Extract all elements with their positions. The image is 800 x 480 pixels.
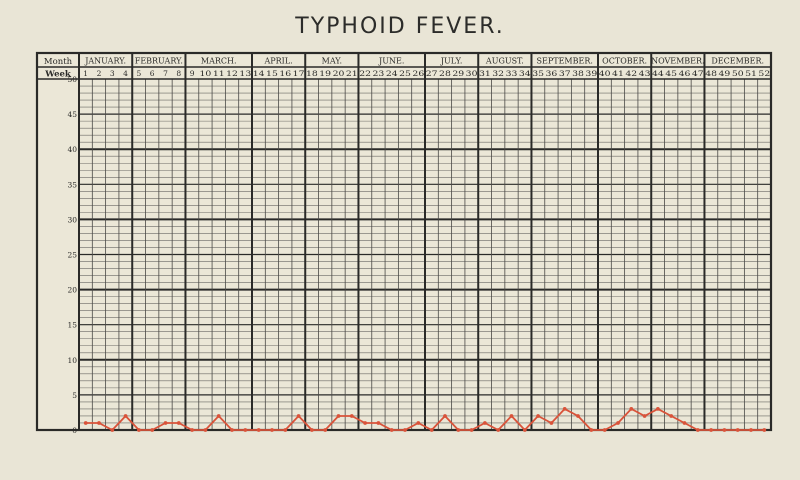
week-number-label: 48 xyxy=(705,69,718,78)
data-point xyxy=(217,414,221,418)
data-point xyxy=(363,421,367,425)
week-number-label: 35 xyxy=(532,69,545,78)
data-point xyxy=(124,414,128,418)
month-label: NOVEMBER. xyxy=(651,56,705,66)
week-number-label: 46 xyxy=(678,69,691,78)
y-tick-label: 30 xyxy=(67,215,77,225)
month-label: OCTOBER. xyxy=(602,56,648,66)
week-number-label: 42 xyxy=(625,69,638,78)
week-number-label: 1 xyxy=(83,69,89,78)
week-number-label: 31 xyxy=(478,69,491,78)
y-tick-label: 25 xyxy=(67,250,77,260)
data-point xyxy=(337,414,341,418)
week-number-label: 18 xyxy=(305,69,319,78)
y-tick-label: 0 xyxy=(72,426,77,435)
week-number-label: 3 xyxy=(109,69,115,78)
data-point xyxy=(563,407,567,411)
week-number-label: 4 xyxy=(123,69,128,78)
data-point xyxy=(283,428,287,432)
data-point xyxy=(230,428,234,432)
week-number-label: 2 xyxy=(96,69,102,78)
data-point xyxy=(536,414,540,418)
month-label: DECEMBER. xyxy=(711,56,765,66)
week-number-label: 19 xyxy=(319,69,332,78)
data-point xyxy=(470,428,474,432)
week-number-label: 17 xyxy=(292,69,305,78)
data-point xyxy=(323,428,327,432)
week-number-label: 29 xyxy=(452,69,465,78)
data-point xyxy=(510,414,514,418)
data-point xyxy=(616,421,620,425)
week-number-label: 49 xyxy=(718,69,731,78)
data-point xyxy=(496,428,500,432)
data-point xyxy=(736,428,740,432)
week-number-label: 47 xyxy=(691,69,704,78)
y-tick-label: 20 xyxy=(67,285,77,295)
data-point xyxy=(656,407,660,411)
y-tick-label: 35 xyxy=(67,180,77,190)
week-number-label: 50 xyxy=(731,69,744,78)
week-number-label: 32 xyxy=(492,69,505,78)
week-number-label: 43 xyxy=(638,69,651,78)
data-point xyxy=(576,414,580,418)
week-number-label: 39 xyxy=(585,69,598,78)
week-number-label: 33 xyxy=(505,69,518,78)
y-tick-label: 45 xyxy=(67,110,77,120)
week-number-label: 44 xyxy=(651,69,665,78)
week-number-label: 26 xyxy=(412,69,425,78)
week-number-label: 8 xyxy=(176,69,182,78)
month-label: AUGUST. xyxy=(485,56,524,66)
data-point xyxy=(190,428,194,432)
data-point xyxy=(350,414,354,418)
data-point xyxy=(270,428,274,432)
data-point xyxy=(177,421,181,425)
week-number-label: 40 xyxy=(598,69,611,78)
data-point xyxy=(683,421,687,425)
data-point xyxy=(257,428,261,432)
data-point xyxy=(669,414,673,418)
data-point xyxy=(430,428,434,432)
data-point xyxy=(377,421,381,425)
data-point xyxy=(709,428,713,432)
data-point xyxy=(403,428,407,432)
data-point xyxy=(310,428,314,432)
y-tick-label: 15 xyxy=(67,320,77,330)
week-number-label: 22 xyxy=(359,69,372,78)
week-number-label: 16 xyxy=(279,69,292,78)
month-label: MARCH. xyxy=(200,56,237,66)
y-tick-label: 10 xyxy=(67,355,77,365)
y-tick-label: 40 xyxy=(67,145,77,155)
data-point xyxy=(150,428,154,432)
week-number-label: 36 xyxy=(545,69,558,78)
data-point xyxy=(97,421,101,425)
data-point xyxy=(589,428,593,432)
week-number-label: 9 xyxy=(189,69,195,78)
data-point xyxy=(749,428,753,432)
week-number-label: 52 xyxy=(758,69,771,78)
week-header-label: Week xyxy=(45,69,71,80)
week-number-label: 11 xyxy=(212,69,225,78)
week-number-label: 20 xyxy=(332,69,345,78)
data-point xyxy=(390,428,394,432)
week-number-label: 5 xyxy=(136,69,142,78)
month-label: MAY. xyxy=(321,56,343,66)
data-point xyxy=(603,428,607,432)
week-number-label: 12 xyxy=(226,69,239,78)
plot-background xyxy=(37,53,771,430)
y-tick-label: 50 xyxy=(67,75,77,84)
week-number-label: 38 xyxy=(572,69,585,78)
week-number-label: 7 xyxy=(163,69,168,78)
data-point xyxy=(443,414,447,418)
data-point xyxy=(523,428,527,432)
y-tick-label: 5 xyxy=(72,390,77,400)
data-point xyxy=(84,421,88,425)
data-point xyxy=(550,421,554,425)
week-number-label: 14 xyxy=(252,69,265,78)
week-number-label: 15 xyxy=(266,69,279,78)
month-label: JULY. xyxy=(440,56,463,66)
week-number-label: 21 xyxy=(345,69,358,78)
week-number-label: 45 xyxy=(665,69,678,78)
week-number-label: 10 xyxy=(199,69,212,78)
data-point xyxy=(723,428,727,432)
month-label: APRIL. xyxy=(264,56,293,66)
data-point xyxy=(137,428,141,432)
week-number-label: 13 xyxy=(239,69,252,78)
month-header-label: Month xyxy=(43,57,73,67)
data-point xyxy=(243,428,247,432)
grid-layer xyxy=(37,53,771,430)
week-number-label: 25 xyxy=(399,69,412,78)
week-number-label: 30 xyxy=(465,69,478,78)
data-point xyxy=(204,428,208,432)
week-number-label: 34 xyxy=(518,69,531,78)
week-number-label: 51 xyxy=(745,69,757,78)
week-number-label: 6 xyxy=(149,69,155,78)
month-label: FEBRUARY. xyxy=(134,56,183,66)
data-point xyxy=(110,428,114,432)
week-number-label: 23 xyxy=(372,69,385,78)
data-point xyxy=(416,421,420,425)
chart-title: TYPHOID FEVER. xyxy=(295,14,505,39)
week-number-label: 27 xyxy=(425,69,438,78)
week-number-label: 41 xyxy=(612,69,624,78)
data-point xyxy=(643,414,647,418)
data-point xyxy=(762,428,766,432)
data-point xyxy=(297,414,301,418)
week-number-label: 24 xyxy=(385,69,398,78)
month-label: JANUARY. xyxy=(85,56,127,66)
month-label: SEPTEMBER. xyxy=(536,56,593,66)
week-number-label: 28 xyxy=(439,69,452,78)
data-point xyxy=(456,428,460,432)
month-label: JUNE. xyxy=(379,56,405,66)
data-point xyxy=(164,421,168,425)
week-number-label: 37 xyxy=(558,69,571,78)
data-point xyxy=(696,428,700,432)
data-point xyxy=(629,407,633,411)
data-point xyxy=(483,421,487,425)
